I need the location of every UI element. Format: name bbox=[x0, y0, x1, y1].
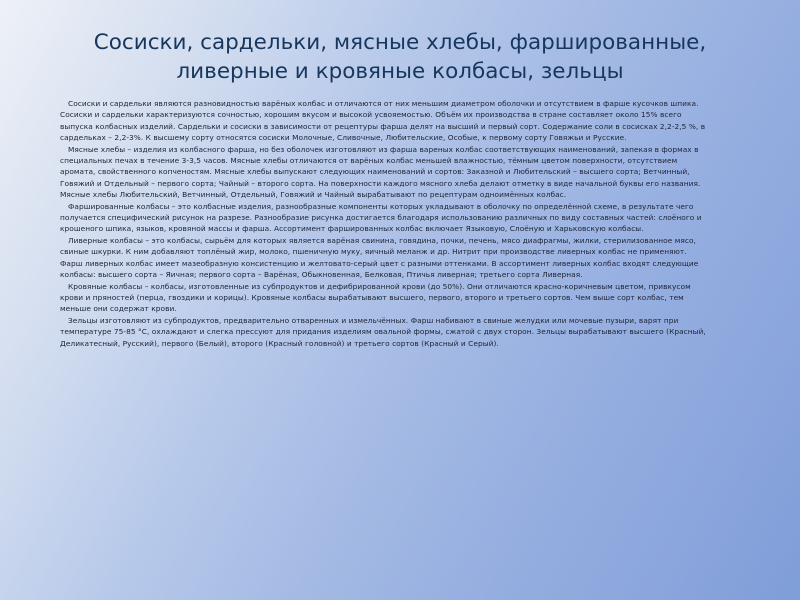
slide-title-line-2: ливерные и кровяные колбасы, зельцы bbox=[176, 59, 624, 84]
paragraph-brawns: Зельцы изготовляют из субпродуктов, предварительно отваренных и измельчённых. Фарш набивают в свиные желудки или мочевые пузыри, варят при температуре 75-85 °С, охлаждают и слегка прессуют для придания изделиям овальной формы, сжатой с двух сторон. Зельцы вырабатывают высшего (Красный, Деликатесный, Русский), первого (Белый), второго (Красный головной) и третьего сортов (Красный и Серый). bbox=[60, 315, 706, 348]
paragraph-meat-loaves: Мясные хлебы – изделия из колбасного фарша, но без оболочек изготовляют из фарша вареных колбас соответствующих наименований, запекая в формах в специальных печах в течение 3-3,5 часов. Мясные хлебы отличаются от варёных колбас меньшей влажностью, тёмным цветом поверхности, отсутствием аромата, свойственного копченостям. Мясные хлебы выпускают следующих наименований и сортов: Заказной и Любительский – высшего сорта; Ветчинный, Говяжий и Отдельный – первого сорта; Чайный – второго сорта. На поверхности каждого мясного хлеба делают отметку в виде начальной буквы его названия. Мясные хлебы Любительский, Ветчинный, Отдельный, Говяжий и Чайный вырабатывают по рецептурам одноимённых колбас. bbox=[60, 144, 701, 200]
slide-title-line-1: Сосиски, сардельки, мясные хлебы, фаршированные, bbox=[93, 30, 707, 55]
slide-title bbox=[0, 28, 800, 86]
paragraph-sausages-wieners: Сосиски и сардельки являются разновидностью варёных колбас и отличаются от них меньшим диаметром оболочки и отсутствием в фарше кусочков шпика. Сосиски и сардельки характеризуются сочностью, хорошим вкусом и высокой усвояемостью. Объём их производства в стране составляет около 15% всего выпуска колбасных изделий. Сардельки и сосиски в зависимости от рецептуры фарша делят на высший и первый сорт. Содержание соли в сосисках 2,2-2,5 %, в сардельках – 2,2-3%. К высшему сорту относятся сосиски Молочные, Сливочные, Любительские, Особые, к первому сорту Говяжьи и Русские. bbox=[60, 99, 706, 143]
slide-body-text bbox=[60, 98, 710, 349]
paragraph-liver-sausages: Ливерные колбасы – это колбасы, сырьём для которых является варёная свинина, говядина, почки, печень, мясо диафрагмы, жилки, стерилизованное мясо, свиные шкурки. К ним добавляют топлёный жир, молоко, пшеничную муку, яичный меланж и др. Нитрит при производстве ливерных колбас не применяют. Фарш ливерных колбас имеет мазеобразную консистенцию и желтовато-серый цвет с разными оттенками. В ассортимент ливерных колбас входят следующие колбасы: высшего сорта – Яичная; первого сорта – Варёная, Обыкновенная, Белковая, Птичья ливерная; третьего сорта Ливерная. bbox=[60, 235, 699, 280]
paragraph-stuffed-sausages: Фаршированные колбасы – это колбасные изделия, разнообразные компоненты которых укладывают в оболочку по определённой схеме, в результате чего получается специфический рисунок на разрезе. Разнообразие рисунка достигается благодаря использованию различных по виду составных частей: слоёного и крошеного шпика, языков, кровяной массы и фарша. Ассортимент фаршированных колбас включает Языковую, Слоёную и Харьковскую колбасы. bbox=[60, 201, 702, 234]
paragraph-blood-sausages: Кровяные колбасы – колбасы, изготовленные из субпродуктов и дефибрированной крови (до 50%). Они отличаются красно-коричневым цветом, привкусом крови и пряностей (перца, гвоздики и корицы). Кровяные колбасы вырабатывают высшего, первого, второго и третьего сортов. Чем выше сорт колбас, тем меньше они содержат крови. bbox=[60, 281, 691, 314]
